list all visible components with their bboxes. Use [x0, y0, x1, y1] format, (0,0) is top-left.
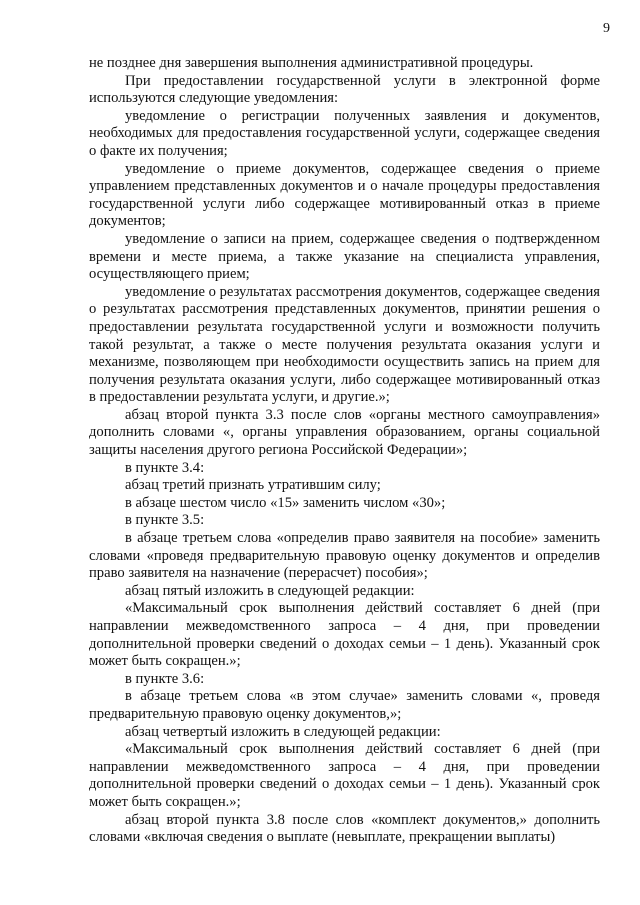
- paragraph-16: в абзаце третьем слова «в этом случае» заменить словами «, проведя предварительную правовую оценку документов,»;: [89, 688, 600, 722]
- paragraph-9: абзац третий признать утратившим силу;: [125, 477, 381, 494]
- paragraph-4: уведомление о приеме документов, содержащее сведения о приеме управлением представленных документов и о начале процедуры предоставления государственной услуги либо содержащее мотивированный отказ в приеме документов;: [89, 160, 600, 230]
- paragraph-5: уведомление о записи на прием, содержащее сведения о подтвержденном времени и месте приема, а также указание на специалиста управления, осуществляющего прием;: [89, 230, 600, 283]
- paragraph-1: не позднее дня завершения выполнения административной процедуры.: [89, 55, 534, 71]
- paragraph-3: уведомление о регистрации полученных заявления и документов, необходимых для предоставления государственной услуги, содержащее сведения о факте их получения;: [89, 107, 600, 159]
- paragraph-6: уведомление о результатах рассмотрения документов, содержащее сведения о результатах рассмотрения представленных документов, принятии решения о предоставлении результата государственной услуги и возможности получить такой результат, а также о месте получения результата оказания услуги и механизме, позволяющем при необходимости осуществить запись на прием для получения результата оказания услуги, либо содержащее мотивированный отказ в предоставлении результата услуги, и другие.»;: [89, 283, 600, 406]
- paragraph-12: в абзаце третьем слова «определив право заявителя на пособие» заменить словами «проведя предварительную правовую оценку документов и определив право заявителя на назначение (перерасчет) пособия»;: [89, 530, 600, 582]
- paragraph-8: в пункте 3.4:: [125, 459, 205, 476]
- paragraph-13: абзац пятый изложить в следующей редакции:: [125, 582, 415, 599]
- paragraph-15: в пункте 3.6:: [125, 670, 205, 687]
- paragraph-17: абзац четвертый изложить в следующей редакции:: [125, 723, 441, 740]
- paragraph-18: «Максимальный срок выполнения действий составляет 6 дней (при направлении межведомственного запроса – 4 дня, при проведении дополнительной проверки сведений о доходах семьи – 1 день). Указанный срок может быть сокращен.»;: [89, 741, 600, 810]
- paragraph-14: «Максимальный срок выполнения действий составляет 6 дней (при направлении межведомственного запроса – 4 дня, при проведении дополнительной проверки сведений о доходах семьи – 1 день). Указанный срок может быть сокращен.»;: [89, 600, 600, 670]
- paragraph-11: в пункте 3.5:: [125, 512, 205, 529]
- paragraph-7: абзац второй пункта 3.3 после слов «органы местного самоуправления» дополнить словами «, органы управления образованием, органы социальной защиты населения другого региона Российской Федерации»;: [89, 406, 600, 459]
- paragraph-19: абзац второй пункта 3.8 после слов «комплект документов,» дополнить словами «включая сведения о выплате (невыплате, прекращении выплаты): [89, 811, 600, 846]
- page-number: 9: [603, 21, 610, 36]
- document-body: [89, 55, 600, 847]
- paragraph-10: в абзаце шестом число «15» заменить числом «30»;: [125, 494, 446, 511]
- paragraph-2: При предоставлении государственной услуги в электронной форме используются следующие уведомления:: [89, 72, 600, 107]
